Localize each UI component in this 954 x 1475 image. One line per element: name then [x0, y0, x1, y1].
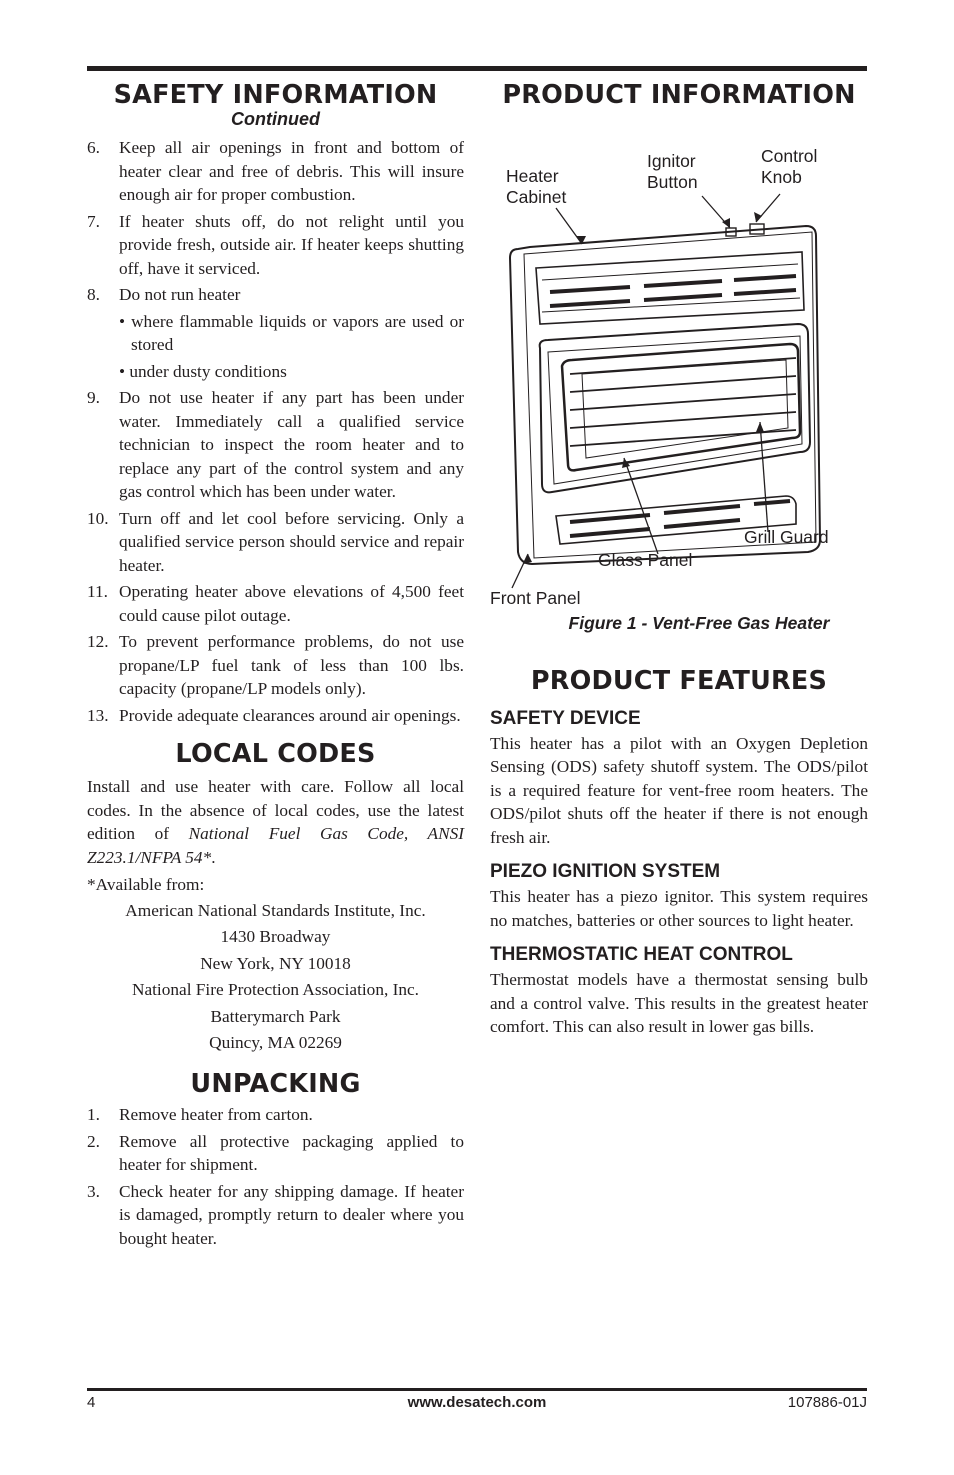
bullet-list [119, 310, 464, 384]
page-number: 4 [87, 1394, 96, 1411]
feature-text: This heater has a piezo ignitor. This system requires no matches, batteries or other sources to light heater. [490, 887, 868, 930]
label-heater-cabinet: Heater Cabinet [506, 166, 567, 207]
feature-section [490, 859, 868, 932]
product-info-title: PRODUCT INFORMATION [502, 80, 856, 110]
feature-section [490, 942, 868, 1039]
address-line: 1430 Broadway [220, 927, 331, 947]
local-codes-paragraph: Install and use heater with care. Follow all local codes. In the absence of local codes, use the latest edition of National Fuel Gas Code, ANSI Z223.1/NFPA 54*. [87, 777, 464, 867]
features-title: PRODUCT FEATURES [530, 665, 828, 696]
label-glass-panel: Glass Panel [598, 550, 693, 570]
list-item: 11. Operating heater above elevations of 4,500 feet could cause pilot outage. [87, 582, 464, 625]
local-codes-title: LOCAL CODES [175, 739, 376, 769]
feature-text: This heater has a pilot with an Oxygen Depletion Sensing (ODS) safety shutoff system. The ODS/pilot is a required feature for vent-free room heaters. The ODS/pilot shuts off the heater if there is not enough fresh air. [490, 733, 868, 847]
figure-caption: Figure 1 - Vent-Free Gas Heater [568, 613, 830, 633]
address-line: National Fire Protection Association, Inc. [131, 980, 419, 1000]
list-item: 10. Turn off and let cool before servicing. Only a qualified service person should service and repair heater. [87, 508, 464, 575]
unpacking-list [87, 1103, 464, 1250]
feature-heading: THERMOSTATIC HEAT CONTROL [490, 944, 793, 965]
available-from: *Available from: [87, 875, 205, 894]
list-item: 2. Remove all protective packaging applied to heater for shipment. [87, 1131, 464, 1175]
list-item: 6. Keep all air openings in front and bottom of heater clear and free of debris. This will insure enough air for proper combustion. [87, 138, 464, 204]
bottom-rule [87, 1388, 867, 1391]
feature-section [490, 706, 868, 850]
list-item: 12. To prevent performance problems, do not use propane/LP fuel tank of less than 100 lbs. capacity (propane/LP models only). [87, 632, 464, 698]
top-rule [87, 66, 867, 71]
safety-title: SAFETY INFORMATION [113, 80, 438, 110]
list-item: 9. Do not use heater if any part has been under water. Immediately call a qualified service technician to inspect the room heater and to replace any part of the control system and any gas control which has been under water. [87, 388, 464, 501]
document-number: 107886-01J [787, 1394, 867, 1411]
address-line: Quincy, MA 02269 [209, 1033, 342, 1053]
address-line: New York, NY 10018 [200, 953, 351, 973]
feature-text: Thermostat models have a thermostat sensing bulb and a control valve. This results in the greatest heater comfort. This can also result in lower gas bills. [490, 970, 868, 1036]
feature-heading: PIEZO IGNITION SYSTEM [490, 861, 721, 882]
safety-subtitle: Continued [231, 109, 320, 129]
feature-heading: SAFETY DEVICE [490, 707, 641, 729]
label-ignitor-button: Ignitor Button [647, 151, 698, 192]
address-line: American National Standards Institute, Inc. [125, 900, 426, 920]
list-item: 7. If heater shuts off, do not relight until you provide fresh, outside air. If heater keeps shutting off, have it serviced. [87, 211, 464, 278]
list-item: 1. Remove heater from carton. [87, 1105, 313, 1125]
label-grill-guard: Grill Guard [744, 527, 829, 547]
bullet-item: • under dusty conditions [119, 361, 287, 381]
list-item: 13. Provide adequate clearances around air openings. [87, 705, 461, 725]
address-line: Batterymarch Park [210, 1006, 341, 1026]
list-item: 8. Do not run heater • where flammable liquids or vapors are used or stored • under dusty conditions [87, 283, 464, 383]
list-item: 3. Check heater for any shipping damage. If heater is damaged, promptly return to dealer where you bought heater. [87, 1181, 464, 1248]
safety-list [87, 136, 464, 727]
address-block [87, 898, 464, 1058]
left-column [87, 78, 464, 1253]
label-control-knob: Control Knob [761, 146, 818, 187]
bullet-item: • where flammable liquids or vapors are used or stored [119, 311, 464, 354]
heater-figure [490, 112, 868, 632]
label-front-panel: Front Panel [490, 588, 581, 608]
right-column [490, 78, 868, 1039]
footer-url: www.desatech.com [407, 1394, 547, 1411]
unpacking-title: UNPACKING [190, 1069, 361, 1100]
